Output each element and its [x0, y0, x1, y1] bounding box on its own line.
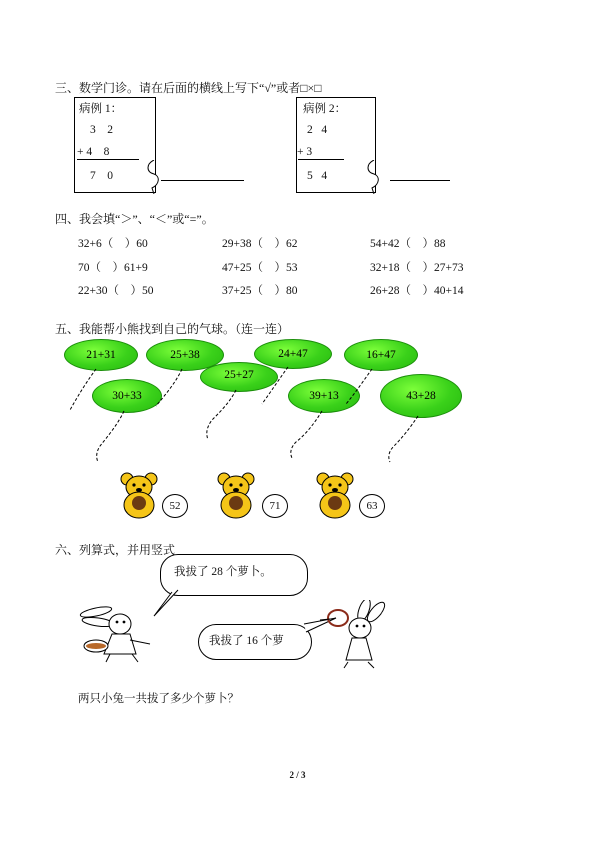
speech-bubble-left-text: 我拔了 28 个萝卜。: [174, 566, 272, 578]
bear-number[interactable]: 63: [359, 494, 385, 518]
section4-heading: 四、我会填“＞”、“＜”或“=”。: [55, 212, 214, 226]
bear-icon: [215, 470, 257, 520]
balloon[interactable]: 25+38: [146, 339, 224, 371]
comparison-item[interactable]: 54+42（ ）88: [370, 238, 446, 250]
rabbit-right-icon: [318, 600, 392, 670]
case1-line2: + 4 8: [77, 146, 110, 158]
case1-line1: 3 2: [90, 124, 113, 136]
bear-number[interactable]: 52: [162, 494, 188, 518]
case2-line2: + 3: [297, 146, 313, 158]
section3-heading: 三、数学门诊。请在后面的横线上写下“√”或者□×□: [55, 81, 322, 95]
comparison-item[interactable]: 70（ ）61+9: [78, 262, 148, 274]
case2-title: 病例 2：: [303, 103, 347, 115]
case2-line3: 5 4: [307, 170, 328, 182]
section6-heading: 六、列算式，并用竖式: [55, 543, 176, 557]
bear-icon: [314, 470, 356, 520]
comparison-item[interactable]: 29+38（ ）62: [222, 238, 298, 250]
balloon[interactable]: 24+47: [254, 339, 332, 369]
case2-line1: 2 4: [307, 124, 328, 136]
speech-bubble-right-text: 我拔了 16 个萝: [209, 635, 284, 647]
comparison-item[interactable]: 22+30（ ）50: [78, 285, 154, 297]
page-number: 2 / 3: [289, 770, 306, 780]
case1-title: 病例 1：: [79, 103, 123, 115]
comparison-item[interactable]: 26+28（ ）40+14: [370, 285, 464, 297]
comparison-item[interactable]: 32+18（ ）27+73: [370, 262, 464, 274]
balloon[interactable]: 39+13: [288, 379, 360, 413]
comparison-item[interactable]: 37+25（ ）80: [222, 285, 298, 297]
section5-heading: 五、我能帮小熊找到自己的气球。（连一连）: [55, 322, 290, 336]
bear-icon: [118, 470, 160, 520]
comparison-item[interactable]: 47+25（ ）53: [222, 262, 298, 274]
case1-line3: 7 0: [90, 170, 113, 182]
balloon[interactable]: 21+31: [64, 339, 138, 371]
word-problem-question: 两只小兔一共拔了多少个萝卜？: [78, 693, 239, 705]
balloon[interactable]: 43+28: [380, 374, 462, 418]
rabbit-left-icon: [74, 600, 158, 664]
balloon[interactable]: 25+27: [200, 362, 278, 392]
balloon[interactable]: 30+33: [92, 379, 162, 413]
comparison-item[interactable]: 32+6（ ）60: [78, 238, 148, 250]
balloon[interactable]: 16+47: [344, 339, 418, 371]
bear-number[interactable]: 71: [262, 494, 288, 518]
